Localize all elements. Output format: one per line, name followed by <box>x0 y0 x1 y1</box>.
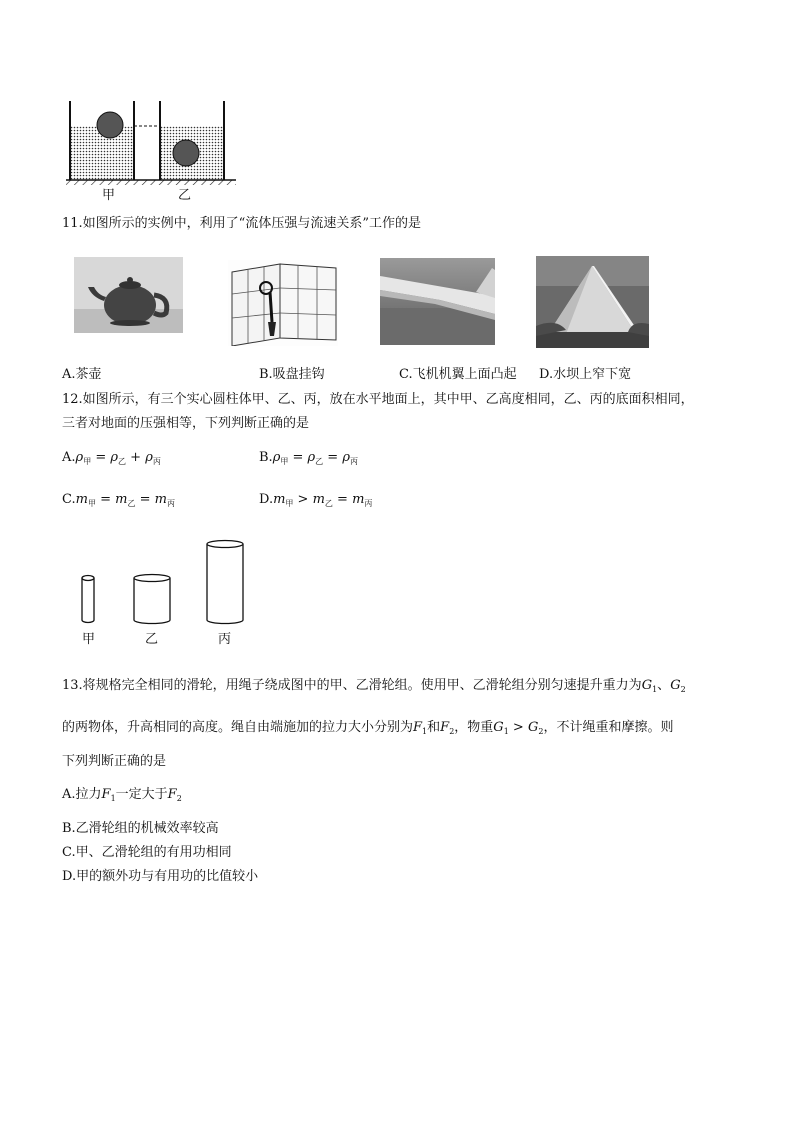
teapot-photo <box>74 257 183 333</box>
question-11-stem: 11.如图所示的实例中，利用了“流体压强与流速关系”工作的是 <box>62 216 421 231</box>
q13-option-c[interactable]: C.甲、乙滑轮组的有用功相同 <box>62 845 232 860</box>
figure-label-yi: 乙 <box>178 188 192 203</box>
cylinders-figure <box>76 538 256 628</box>
container-figure <box>64 93 240 203</box>
q12-option-a[interactable]: $A.\rho_甲 = \rho_乙 + \rho_丙$ <box>62 450 161 466</box>
question-13-stem-line3: 下列判断正确的是 <box>62 754 167 769</box>
q13-option-a[interactable]: A.拉力$F_1$一定大于$F_2$ <box>62 787 182 803</box>
question-13-stem-line1: 13.将规格完全相同的滑轮，用绳子绕成图中的甲、乙滑轮组。使用甲、乙滑轮组分别匀速提升重力为$G_1$、$G_2$ <box>62 678 686 694</box>
airplane-wing-photo <box>380 258 495 345</box>
suction-hook-photo <box>228 260 338 346</box>
cylinder-label-yi: 乙 <box>145 632 159 647</box>
q11-option-d[interactable]: D.水坝上窄下宽 <box>539 367 632 382</box>
q11-option-c[interactable]: C.飞机机翼上面凸起 <box>399 367 517 382</box>
cylinder-label-bing: 丙 <box>218 632 232 647</box>
question-12-stem-line1: 12.如图所示，有三个实心圆柱体甲、乙、丙，放在水平地面上，其中甲、乙高度相同，乙、丙的底面积相同， <box>62 392 694 407</box>
figure-label-jia: 甲 <box>102 188 116 203</box>
q11-option-b[interactable]: B.吸盘挂钩 <box>259 367 325 382</box>
q13-option-b[interactable]: B.乙滑轮组的机械效率较高 <box>62 821 219 836</box>
cylinder-label-jia: 甲 <box>82 632 96 647</box>
question-13-stem-line2: 的两物体，升高相同的高度。绳自由端施加的拉力大小分别为$F_1$和$F_2$，物重$G_1 > G_2$，不计绳重和摩擦。则 <box>62 720 674 736</box>
q13-option-d[interactable]: D.甲的额外功与有用功的比值较小 <box>62 869 259 884</box>
q12-option-b[interactable]: $B.\rho_甲 = \rho_乙 = \rho_丙$ <box>259 450 358 466</box>
dam-photo <box>536 256 649 348</box>
q12-option-d[interactable]: $D.m_甲 > m_乙 = m_丙$ <box>259 492 373 508</box>
q11-option-a[interactable]: A.茶壶 <box>62 367 102 382</box>
q12-option-c[interactable]: $C.m_甲 = m_乙 = m_丙$ <box>62 492 175 508</box>
question-12-stem-line2: 三者对地面的压强相等，下列判断正确的是 <box>62 416 310 431</box>
